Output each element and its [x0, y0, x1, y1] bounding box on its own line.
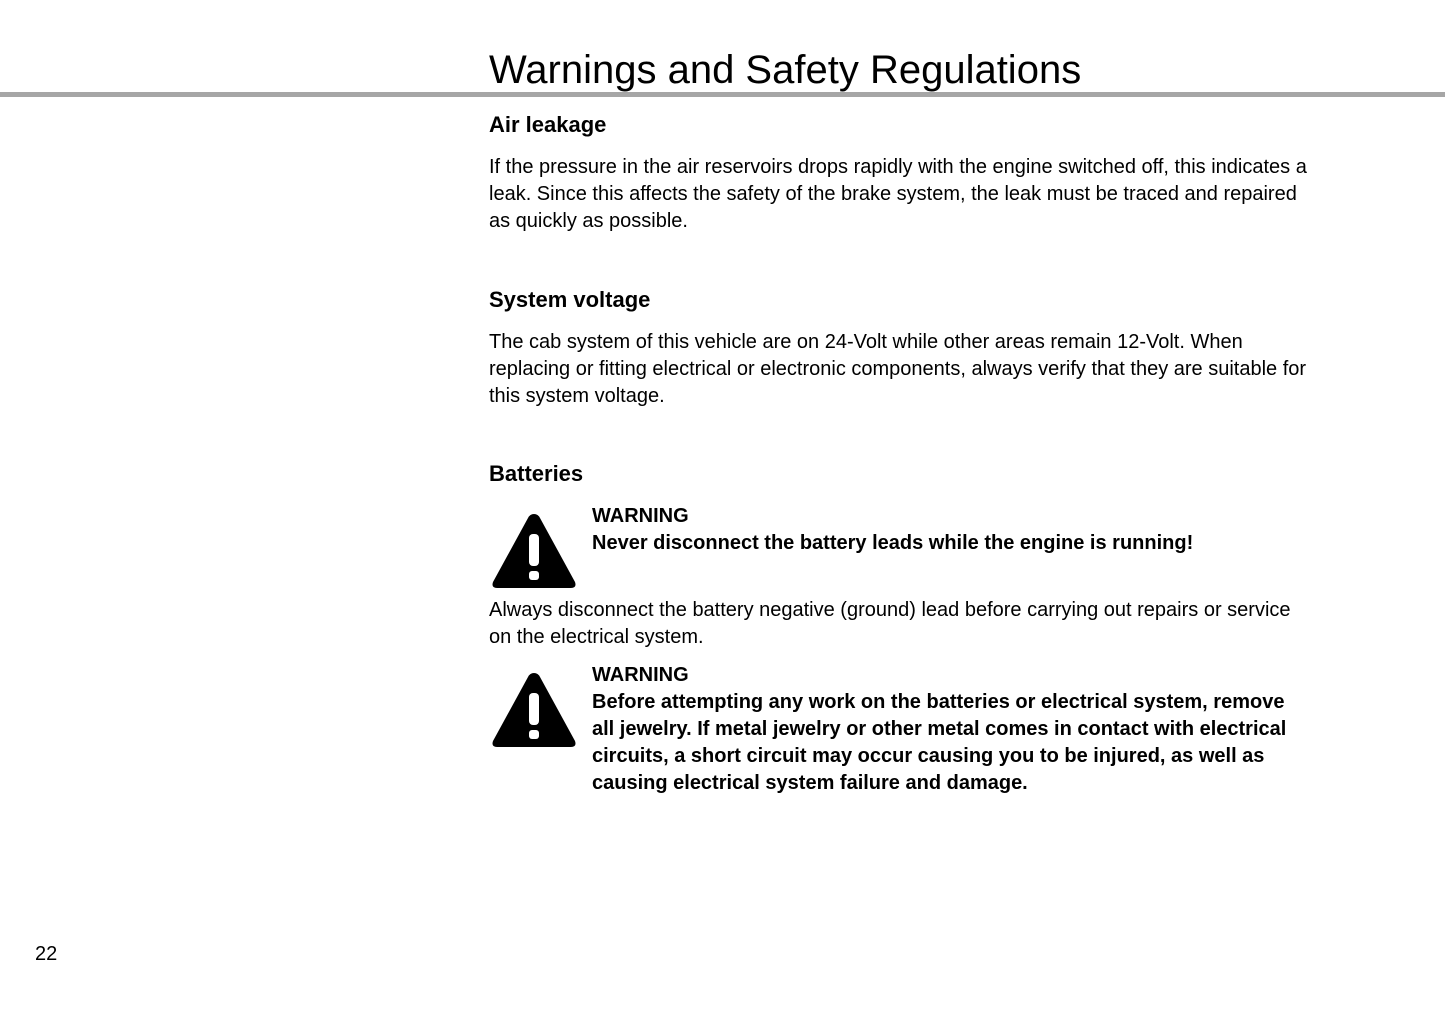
page-number: 22: [35, 943, 58, 965]
page-title: Warnings and Safety Regulations: [489, 48, 1082, 92]
warning-block-2: [592, 662, 1307, 797]
air-leakage-paragraph: If the pressure in the air reservoirs drops rapidly with the engine switched off, this indicates a leak. Since this affects the safety of the brake system, the leak must be traced and repaired as quickly as possible.: [489, 156, 1307, 232]
section-heading-batteries: Batteries: [489, 461, 584, 486]
warning-message: Before attempting any work on the batteries or electrical system, remove all jewelry. If metal jewelry or other metal comes in contact with electrical circuits, a short circuit may occur causing you to be injured, as well as causing electrical system failure and damage.: [592, 691, 1287, 794]
warning-triangle-icon: [489, 669, 579, 749]
warning-triangle-icon: [489, 510, 579, 590]
batteries-paragraph: Always disconnect the battery negative (ground) lead before carrying out repairs or service on the electrical system.: [489, 599, 1291, 648]
system-voltage-paragraph: The cab system of this vehicle are on 24-Volt while other areas remain 12-Volt. When replacing or fitting electrical or electronic components, always verify that they are suitable for this system voltage.: [489, 331, 1307, 407]
section-heading-system-voltage: System voltage: [489, 287, 651, 312]
warning-label: WARNING: [592, 505, 689, 527]
warning-block-1: [592, 503, 1307, 557]
warning-label: WARNING: [592, 664, 689, 686]
warning-message: Never disconnect the battery leads while the engine is running!: [592, 532, 1194, 554]
title-divider: [0, 92, 1445, 97]
section-heading-air-leakage: Air leakage: [489, 112, 607, 137]
